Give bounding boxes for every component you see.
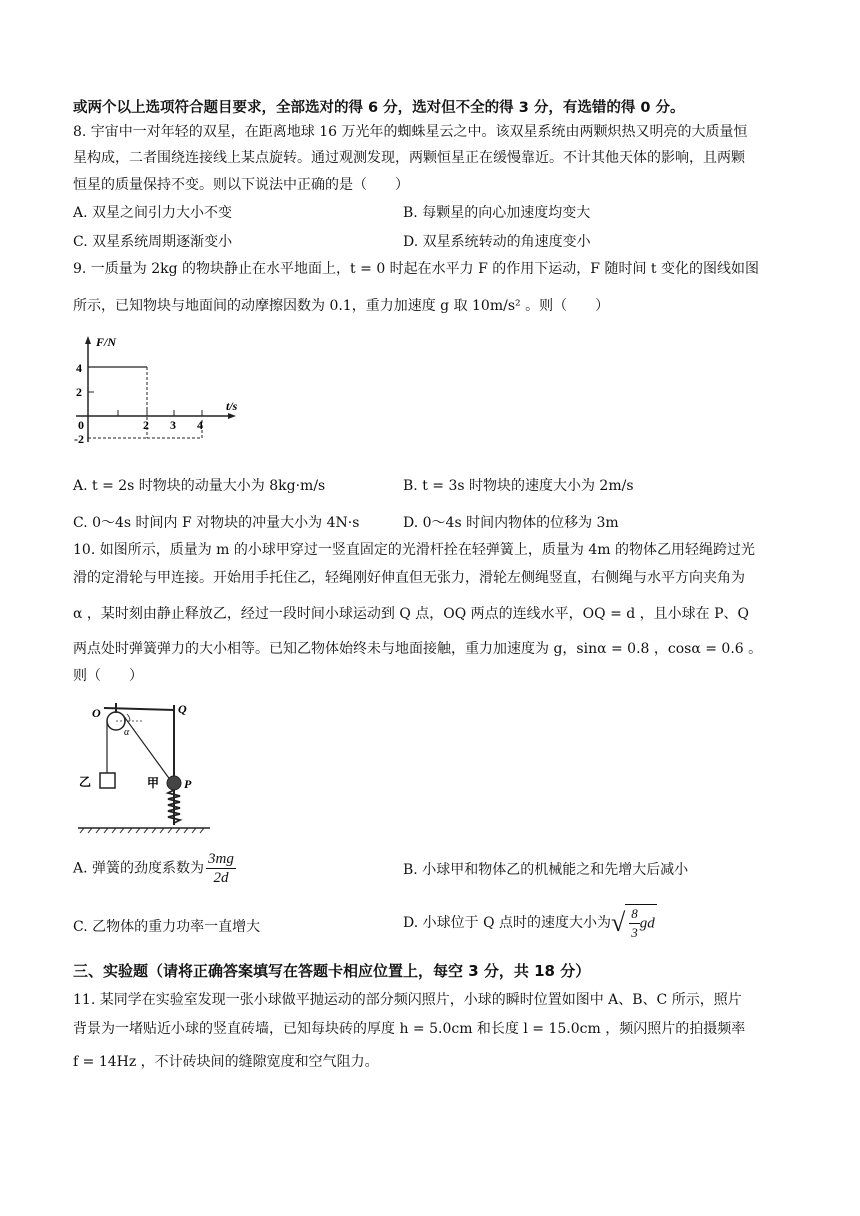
q10-option-c: C. 乙物体的重力功率一直增大 xyxy=(73,919,261,935)
q8-option-d: D. 双星系统转动的角速度变小 xyxy=(403,234,591,250)
q8-stem-line3: 恒星的质量保持不变。则以下说法中正确的是（ ） xyxy=(73,177,409,193)
q8-stem-line1: 8. 宇宙中一对年轻的双星，在距离地球 16 万光年的蜘蛛星云之中。该双星系统由两颗炽热又明亮的大质量恒 xyxy=(73,124,748,140)
q8-stem-line2: 星构成，二者围绕连接线上某点旋转。通过观测发现，两颗恒星正在缓慢靠近。不计其他天体的影响，且两颗 xyxy=(73,150,745,166)
label-alpha: α xyxy=(124,727,130,738)
q10-stem-line1: 10. 如图所示，质量为 m 的小球甲穿过一竖直固定的光滑杆拴在轻弹簧上，质量为 4m 的物体乙用轻绳跨过光 xyxy=(73,542,755,558)
section-3-title: 三、实验题（请将正确答案填写在答题卡相应位置上，每空 3 分，共 18 分） xyxy=(73,962,591,980)
y-tick-label-neg2: -2 xyxy=(74,432,84,446)
q11-stem-line2: 背景为一堵贴近小球的竖直砖墙，已知每块砖的厚度 h = 5.0cm 和长度 l = 15.0cm ，频闪照片的拍摄频率 xyxy=(73,1021,746,1037)
x-tick-label-2: 2 xyxy=(143,418,149,432)
section-instruction: 或两个以上选项符合题目要求，全部选对的得 6 分，选对但不全的得 3 分，有选错的得 0 分。 xyxy=(73,100,685,116)
q8-option-a: A. 双星之间引力大小不变 xyxy=(73,205,233,221)
fraction-denominator: 2d xyxy=(213,870,229,886)
q11-stem-line1: 11. 某同学在实验室发现一张小球做平抛运动的部分频闪照片，小球的瞬时位置如图中 A、B、C 所示，照片 xyxy=(73,992,742,1008)
x-axis-label: t/s xyxy=(226,399,238,413)
sqrt-fraction xyxy=(629,905,640,942)
q8-option-b: B. 每颗星的向心加速度均变大 xyxy=(403,205,591,221)
label-Q: Q xyxy=(178,702,187,716)
q9-stem-line1: 9. 一质量为 2kg 的物块静止在水平地面上，t = 0 时起在水平力 F 的作用下运动，F 随时间 t 变化的图线如图 xyxy=(73,261,759,277)
q9-option-d: D. 0～4s 时间内物体的位移为 3m xyxy=(403,515,619,531)
q11-stem-line3: f = 14Hz ，不计砖块间的缝隙宽度和空气阻力。 xyxy=(73,1054,379,1070)
sqrt-expression xyxy=(611,904,657,942)
sqrt-fraction-numerator: 8 xyxy=(629,905,640,924)
spring-constant-fraction xyxy=(206,850,236,887)
q10-stem-line3: α ，某时刻由静止释放乙，经过一段时间小球运动到 Q 点，OQ 两点的连线水平，OQ = d ，且小球在 P、Q xyxy=(73,606,750,622)
spring xyxy=(168,790,180,823)
x-axis-arrow-icon xyxy=(228,413,236,419)
q8-option-c: C. 双星系统周期逐渐变小 xyxy=(73,234,233,250)
fraction-numerator: 3mg xyxy=(208,851,234,867)
y-axis-arrow-icon xyxy=(85,336,91,344)
angle-arc xyxy=(127,714,130,721)
top-bar xyxy=(104,708,174,710)
q10-option-d-text: D. 小球位于 Q 点时的速度大小为 xyxy=(403,915,612,931)
block-yi xyxy=(100,773,115,788)
ball-jia xyxy=(167,776,181,790)
q9-stem-line2: 所示，已知物块与地面间的动摩擦因数为 0.1，重力加速度 g 取 10m/s² 。则（ ） xyxy=(73,298,610,314)
q10-option-a-text: A. 弹簧的劲度系数为 xyxy=(73,860,205,877)
q10-pulley-spring-figure xyxy=(74,695,214,840)
y-tick-label-4: 4 xyxy=(76,361,82,375)
q9-force-time-graph xyxy=(72,330,252,455)
sqrt-inner xyxy=(625,904,657,942)
radical-icon: √ xyxy=(611,908,626,937)
q10-option-a xyxy=(73,850,236,887)
label-O: O xyxy=(92,706,101,720)
q10-option-d xyxy=(403,904,657,942)
y-axis-label: F/N xyxy=(96,335,117,349)
sqrt-fraction-denominator: 3 xyxy=(631,925,638,940)
label-P: P xyxy=(184,777,192,791)
label-yi: 乙 xyxy=(79,775,92,789)
q9-option-a: A. t = 2s 时物块的动量大小为 8kg·m/s xyxy=(73,478,326,494)
q10-stem-line5: 则（ ） xyxy=(73,668,143,684)
q9-option-c: C. 0～4s 时间内 F 对物块的冲量大小为 4N·s xyxy=(73,515,360,531)
slanted-rope xyxy=(123,715,171,781)
label-jia: 甲 xyxy=(147,776,160,790)
sqrt-tail: gd xyxy=(639,915,655,932)
origin-label: 0 xyxy=(78,418,84,432)
q10-stem-line4: 两点处时弹簧弹力的大小相等。已知乙物体始终未与地面接触，重力加速度为 g，sinα = 0.8 ，cosα = 0.6 。 xyxy=(73,641,763,657)
q10-option-b: B. 小球甲和物体乙的机械能之和先增大后减小 xyxy=(403,862,689,878)
x-tick-label-3: 3 xyxy=(170,418,176,432)
x-tick-label-4: 4 xyxy=(197,418,203,432)
q10-stem-line2: 滑的定滑轮与甲连接。开始用手托住乙，轻绳刚好伸直但无张力，滑轮左侧绳竖直，右侧绳与水平方向夹角为 xyxy=(73,570,745,586)
q9-option-b: B. t = 3s 时物块的速度大小为 2m/s xyxy=(403,478,634,494)
y-tick-label-2: 2 xyxy=(76,385,82,399)
